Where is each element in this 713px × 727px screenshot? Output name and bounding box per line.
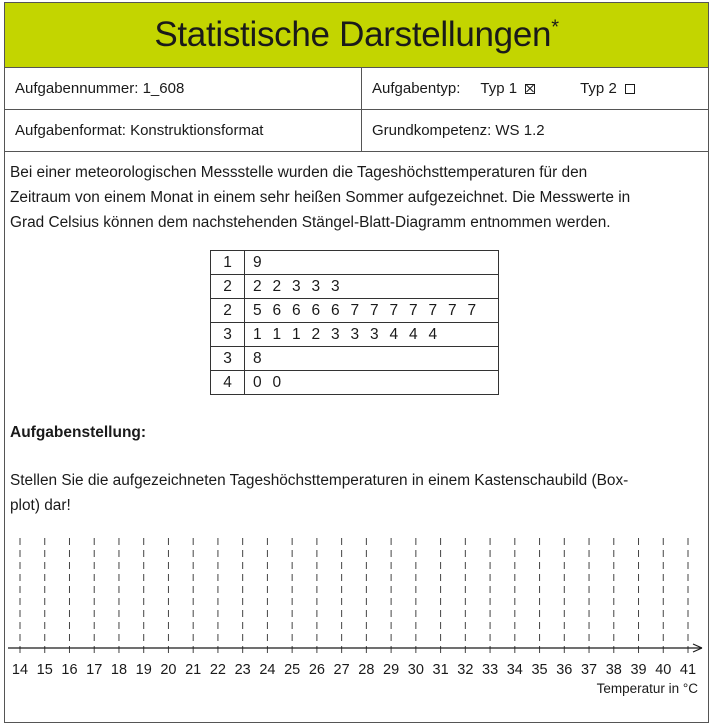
task-text: [10, 468, 695, 518]
tick-label: 39: [630, 662, 647, 678]
stem-cell: 3: [211, 347, 245, 371]
intro-line-2: Zeitraum von einem Monat in einem sehr heißen Sommer aufgezeichnet. Die Messwerte in: [10, 189, 631, 206]
stem-leaf-row: [211, 275, 499, 299]
leaf-digit: 3: [311, 277, 321, 295]
tick-label: 20: [160, 662, 177, 678]
type2-label: Typ 2: [580, 80, 617, 97]
task-line-1: Stellen Sie die aufgezeichneten Tageshöchsttemperaturen in einem Kastenschaubild (Box-: [10, 472, 629, 489]
stem-leaf-table: [210, 250, 499, 395]
leaf-digit: 1: [253, 325, 262, 343]
leaf-cell: [245, 251, 499, 275]
leaf-digit: 7: [350, 301, 360, 319]
tick-label: 27: [333, 662, 350, 678]
page-title: Statistische Darstellungen*: [154, 15, 559, 54]
leaf-digit: 3: [331, 277, 340, 295]
leaf-digit: 3: [331, 325, 340, 343]
leaf-digit: 7: [370, 301, 379, 319]
tick-label: 25: [284, 662, 301, 678]
leaf-digit: 0: [272, 373, 282, 391]
tick-label: 29: [383, 662, 400, 678]
stem-leaf-row: [211, 299, 499, 323]
stem-cell: 2: [211, 275, 245, 299]
stem-cell: 2: [211, 299, 245, 323]
tick-label: 32: [457, 662, 474, 678]
stem-cell: 4: [211, 371, 245, 395]
tick-label: 37: [580, 662, 598, 678]
leaf-digit: 4: [428, 325, 438, 343]
leaf-digit: 7: [409, 301, 418, 319]
intro-line-3: Grad Celsius können dem nachstehenden Stängel-Blatt-Diagramm entnommen werden.: [10, 214, 611, 231]
stem-cell: 3: [211, 323, 245, 347]
leaf-cell: [245, 275, 499, 299]
tick-label: 36: [556, 662, 573, 678]
basic-competence: Grundkompetenz: WS 1.2: [372, 122, 545, 139]
leaf-digit: 6: [331, 301, 340, 319]
empty-box-icon: [625, 84, 635, 94]
task-type-label: Aufgabentyp:: [372, 80, 461, 97]
checked-box-icon: [525, 84, 535, 94]
meta-row-1: [5, 68, 708, 110]
type2-option: [580, 80, 635, 97]
leaf-digit: 4: [389, 325, 399, 343]
leaf-cell: [245, 347, 499, 371]
leaf-digit: 2: [311, 325, 321, 343]
tick-label: 23: [234, 662, 251, 678]
tick-label: 17: [86, 662, 103, 678]
tick-label: 35: [531, 662, 548, 678]
leaf-digit: 6: [311, 301, 321, 319]
leaf-digit: 8: [253, 349, 262, 367]
tick-label: 16: [61, 662, 78, 678]
leaf-cell: [245, 323, 499, 347]
stem-leaf-row: [211, 371, 499, 395]
task-line-2: plot) dar!: [10, 497, 71, 514]
leaf-digit: 7: [389, 301, 399, 319]
tick-label: 14: [11, 662, 29, 678]
leaf-digit: 2: [272, 277, 282, 295]
leaf-digit: 0: [253, 373, 262, 391]
leaf-digit: 1: [272, 325, 282, 343]
leaf-digit: 1: [292, 325, 301, 343]
leaf-digit: 3: [370, 325, 379, 343]
axis-unit-label: Temperatur in °C: [596, 681, 698, 696]
leaf-digit: 3: [292, 277, 301, 295]
tick-label: 26: [308, 662, 325, 678]
stem-leaf-row: [211, 323, 499, 347]
leaf-digit: 9: [253, 253, 262, 271]
tick-label: 34: [506, 662, 523, 678]
leaf-digit: 2: [253, 277, 262, 295]
leaf-digit: 5: [253, 301, 262, 319]
leaf-digit: 7: [428, 301, 438, 319]
tick-label: 31: [432, 662, 449, 678]
tick-label: 15: [36, 662, 53, 678]
leaf-digit: 7: [467, 301, 477, 319]
tick-label: 38: [605, 662, 622, 678]
intro-line-1: Bei einer meteorologischen Messstelle wurden die Tageshöchsttemperaturen für den: [10, 164, 588, 181]
leaf-digit: 6: [292, 301, 301, 319]
leaf-cell: [245, 299, 499, 323]
stem-leaf-row: [211, 251, 499, 275]
task-format: Aufgabenformat: Konstruktionsformat: [5, 110, 362, 151]
task-type: [362, 68, 708, 109]
type1-label: Typ 1: [480, 80, 518, 97]
leaf-digit: 6: [272, 301, 282, 319]
tick-label: 22: [209, 662, 226, 678]
tick-label: 18: [110, 662, 128, 678]
tick-label: 30: [407, 662, 424, 678]
title-asterisk: *: [551, 16, 559, 39]
type1-option: [480, 80, 535, 97]
leaf-digit: 7: [448, 301, 457, 319]
stem-leaf-row: [211, 347, 499, 371]
meta-row-2: [5, 110, 708, 152]
tick-label: 41: [679, 662, 697, 678]
tick-label: 33: [482, 662, 499, 678]
tick-label: 19: [135, 662, 152, 678]
task-heading: Aufgabenstellung:: [10, 424, 147, 441]
title-bar: [5, 3, 708, 68]
leaf-digit: 3: [350, 325, 360, 343]
stem-cell: 1: [211, 251, 245, 275]
leaf-cell: [245, 371, 499, 395]
leaf-digit: 4: [409, 325, 418, 343]
temperature-axis: [0, 530, 713, 680]
task-number: Aufgabennummer: 1_608: [5, 68, 362, 109]
tick-label: 40: [655, 662, 672, 678]
tick-label: 28: [358, 662, 375, 678]
tick-label: 24: [259, 662, 276, 678]
intro-text: [10, 160, 695, 235]
tick-label: 21: [185, 662, 202, 678]
